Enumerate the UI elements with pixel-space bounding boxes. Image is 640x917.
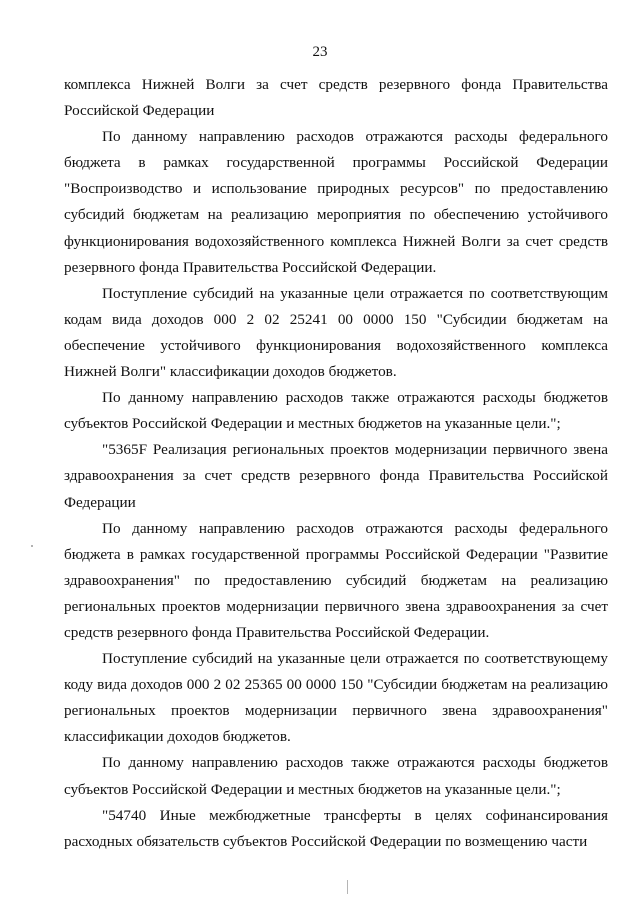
scan-speck <box>31 545 33 547</box>
paragraph-1: комплекса Нижней Волги за счет средств резервного фонда Правительства Российской Федерации <box>64 76 608 120</box>
paragraph-6: По данному направлению расходов отражаются расходы федерального бюджета в рамках государственной программы Российской Федерации "Развитие здравоохранения" по предоставлению субсидий бюджетам на реализацию региональных проектов модернизации первичного звена здравоохранения за счет средств резервного фонда Правительства Российской Федерации. <box>64 519 608 641</box>
document-body <box>64 72 608 855</box>
scan-mark <box>347 880 348 894</box>
paragraph-8: По данному направлению расходов также отражаются расходы бюджетов субъектов Российской Федерации и местных бюджетов на указанные цели."; <box>64 754 608 798</box>
paragraph-3: Поступление субсидий на указанные цели отражается по соответствующим кодам вида доходов 000 2 02 25241 00 0000 150 "Субсидии бюджетам на обеспечение устойчивого функционирования водохозяйственного комплекса Нижней Волги" классификации доходов бюджетов. <box>64 284 608 381</box>
paragraph-4: По данному направлению расходов также отражаются расходы бюджетов субъектов Российской Федерации и местных бюджетов на указанные цели."; <box>64 389 608 433</box>
paragraph-7: Поступление субсидий на указанные цели отражается по соответствующему коду вида доходов 000 2 02 25365 00 0000 150 "Субсидии бюджетам на реализацию региональных проектов модернизации первичного звена здравоохранения" классификации доходов бюджетов. <box>64 650 608 746</box>
paragraph-2: По данному направлению расходов отражаются расходы федерального бюджета в рамках государственной программы Российской Федерации "Воспроизводство и использование природных ресурсов" по предоставлению субсидий бюджетам на реализацию мероприятия по обеспечению устойчивого функционирования водохозяйственного комплекса Нижней Волги за счет средств резервного фонда Правительства Российской Федерации. <box>64 128 608 276</box>
page-number: 23 <box>312 44 328 60</box>
paragraph-5: "5365F Реализация региональных проектов модернизации первичного звена здравоохранения за счет средств резервного фонда Правительства Российской Федерации <box>64 441 608 511</box>
paragraph-9: "54740 Иные межбюджетные трансферты в целях софинансирования расходных обязательств субъектов Российской Федерации по возмещению части <box>64 806 608 850</box>
